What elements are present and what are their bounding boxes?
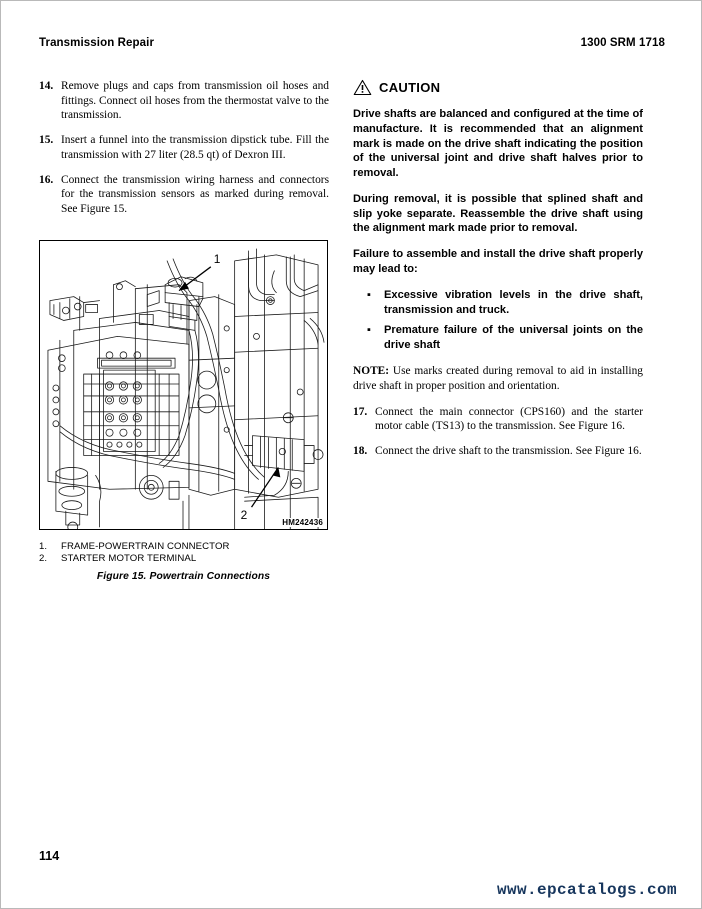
callout-number-1: 1 (213, 251, 221, 266)
numbered-step (353, 444, 643, 459)
figure-caption: Figure 15. Powertrain Connections (96, 570, 271, 582)
list-item (353, 323, 643, 353)
caution-paragraph: During removal, it is possible that splined shaft and slip yoke separate. Reassemble the drive shaft using the alignment mark made prior to removal. (353, 192, 643, 235)
legend-label: FRAME-POWERTRAIN CONNECTOR (61, 541, 230, 552)
note-text: Use marks created during removal to aid in installing drive shaft in proper position and orientation. (353, 365, 643, 392)
callout-number-2: 2 (240, 508, 248, 523)
caution-paragraph: Drive shafts are balanced and configured at the time of manufacture. It is recommended that an alignment mark is made on the drive shaft indicating the position of the universal joint and drive shaft halves prior to removal. (353, 108, 643, 180)
note-label: NOTE: (353, 365, 390, 378)
bullet-marker-icon: ▪ (367, 288, 371, 301)
header-right-title: 1300 SRM 1718 (580, 37, 665, 49)
numbered-step (39, 173, 329, 217)
list-item (353, 288, 643, 318)
step-number: 16. (39, 173, 54, 186)
callout-leader-1 (179, 267, 211, 291)
step-number: 14. (39, 80, 54, 92)
step-text: Connect the drive shaft to the transmission. See Figure 16. (375, 444, 642, 457)
caution-title: CAUTION (379, 80, 441, 95)
bullet-marker-icon: ▪ (367, 324, 371, 337)
bullet-text: Premature failure of the universal joints on the drive shaft (384, 324, 643, 352)
page-header (39, 37, 665, 49)
legend-item (39, 553, 328, 565)
header-left-title: Transmission Repair (39, 37, 155, 49)
figure-legend (39, 541, 328, 582)
figure-image-box (39, 240, 328, 530)
numbered-step (353, 405, 643, 434)
numbered-step (39, 133, 329, 162)
note-paragraph (353, 364, 643, 393)
right-column (353, 79, 643, 469)
powertrain-line-drawing (40, 241, 327, 529)
page-number: 114 (39, 849, 60, 863)
drawing-id-label: HM242436 (282, 518, 323, 527)
step-text: Connect the transmission wiring harness and connectors for the transmission sensors as marked during removal. See Figure 15. (61, 173, 329, 215)
step-text: Remove plugs and caps from transmission oil hoses and fittings. Connect oil hoses from the thermostat valve to the transmission. (61, 80, 329, 122)
step-text: Connect the main connector (CPS160) and the starter motor cable (TS13) to the transmission. See Figure 16. (375, 405, 643, 433)
caution-paragraph: Failure to assemble and install the drive shaft properly may lead to: (353, 248, 643, 276)
legend-item (39, 541, 328, 553)
legend-number: 1. (39, 541, 48, 552)
step-number: 17. (353, 405, 368, 418)
legend-label: STARTER MOTOR TERMINAL (61, 552, 197, 564)
step-text: Insert a funnel into the transmission dipstick tube. Fill the transmission with 27 liter (28.5 qt) of Dexron III. (61, 134, 329, 161)
step-number: 18. (353, 444, 368, 457)
bullet-text: Excessive vibration levels in the drive shaft, transmission and truck. (384, 288, 643, 316)
callout-leader-2 (252, 467, 281, 507)
legend-number: 2. (39, 552, 48, 564)
warning-triangle-icon (353, 79, 372, 96)
watermark-url: www.epcatalogs.com (496, 881, 677, 899)
numbered-step (39, 79, 329, 123)
caution-heading (353, 79, 643, 96)
caution-bullet-list (353, 288, 643, 353)
step-number: 15. (39, 134, 54, 147)
